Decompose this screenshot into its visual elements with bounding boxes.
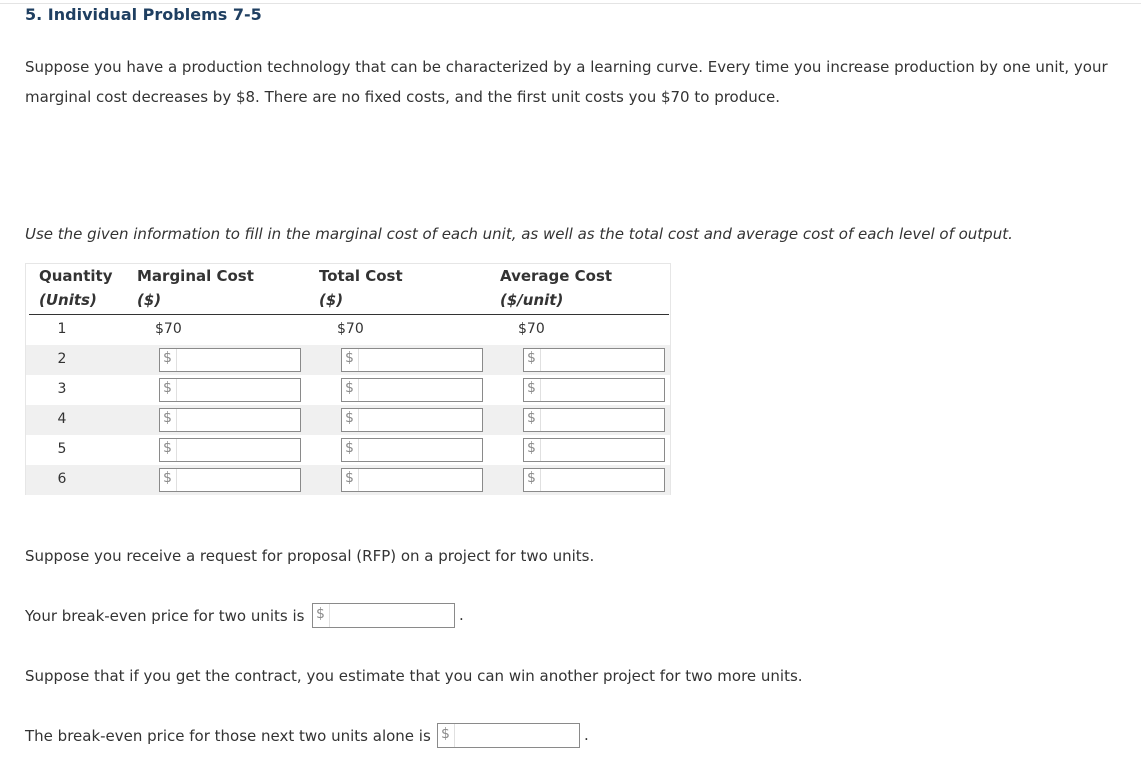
dollar-sign: $ xyxy=(163,350,172,366)
table-row xyxy=(26,375,670,405)
table-row xyxy=(26,315,670,345)
average-cost-input[interactable] xyxy=(523,468,665,492)
breakeven-two-units-input[interactable] xyxy=(312,603,455,628)
period: . xyxy=(459,606,464,624)
dollar-sign: $ xyxy=(527,470,536,486)
dollar-sign: $ xyxy=(527,350,536,366)
top-divider xyxy=(0,3,1141,4)
average-cost-input[interactable] xyxy=(523,438,665,462)
total-cost-input[interactable] xyxy=(341,408,483,432)
dollar-sign: $ xyxy=(527,440,536,456)
marginal-cost-input[interactable] xyxy=(159,468,301,492)
average-cost-input[interactable] xyxy=(523,378,665,402)
table-row xyxy=(26,345,670,375)
dollar-sign: $ xyxy=(163,410,172,426)
quantity-cell: 4 xyxy=(57,411,67,427)
total-cost-input[interactable] xyxy=(341,468,483,492)
dollar-sign: $ xyxy=(163,470,172,486)
average-cost-input[interactable] xyxy=(523,348,665,372)
average-cost-input[interactable] xyxy=(523,408,665,432)
dollar-sign: $ xyxy=(316,606,325,622)
table-row xyxy=(26,465,670,495)
dollar-sign: $ xyxy=(163,440,172,456)
marginal-cost-cell: $70 xyxy=(155,321,182,337)
intro-paragraph: Suppose you have a production technology that can be characterized by a learning curve. Every time you increase production by one unit, your marginal cost decreases by $8. There are no fixed costs, and the first unit costs you $70 to produce. xyxy=(25,58,1108,106)
breakeven-label: Your break-even price for two units is xyxy=(25,607,305,625)
instruction-text: Use the given information to fill in the marginal cost of each unit, as well as the total cost and average cost of each level of output. xyxy=(25,225,1013,243)
cost-table xyxy=(25,263,671,495)
total-cost-input[interactable] xyxy=(341,348,483,372)
dollar-sign: $ xyxy=(345,410,354,426)
next-breakeven-label: The break-even price for those next two units alone is xyxy=(25,727,431,745)
period: . xyxy=(584,726,589,744)
contract-text: Suppose that if you get the contract, you estimate that you can win another project for two more units. xyxy=(25,667,803,685)
header-average-cost: Average Cost ($/unit) xyxy=(500,267,613,309)
dollar-sign: $ xyxy=(345,380,354,396)
dollar-sign: $ xyxy=(527,380,536,396)
total-cost-input[interactable] xyxy=(341,378,483,402)
dollar-sign: $ xyxy=(345,350,354,366)
total-cost-input[interactable] xyxy=(341,438,483,462)
total-cost-cell: $70 xyxy=(337,321,364,337)
quantity-cell: 3 xyxy=(57,381,67,397)
quantity-cell: 1 xyxy=(57,321,67,337)
quantity-cell: 2 xyxy=(57,351,67,367)
breakeven-next-two-units-input[interactable] xyxy=(437,723,580,748)
marginal-cost-input[interactable] xyxy=(159,408,301,432)
dollar-sign: $ xyxy=(527,410,536,426)
header-marginal-cost: Marginal Cost ($) xyxy=(137,267,254,309)
average-cost-cell: $70 xyxy=(518,321,545,337)
quantity-cell: 5 xyxy=(57,441,67,457)
rfp-text: Suppose you receive a request for proposal (RFP) on a project for two units. xyxy=(25,547,595,565)
dollar-sign: $ xyxy=(163,380,172,396)
marginal-cost-input[interactable] xyxy=(159,348,301,372)
header-total-cost: Total Cost ($) xyxy=(319,267,403,309)
dollar-sign: $ xyxy=(345,440,354,456)
dollar-sign: $ xyxy=(441,726,450,742)
table-row xyxy=(26,435,670,465)
table-row xyxy=(26,405,670,435)
dollar-sign: $ xyxy=(345,470,354,486)
marginal-cost-input[interactable] xyxy=(159,438,301,462)
marginal-cost-input[interactable] xyxy=(159,378,301,402)
problem-heading: 5. Individual Problems 7-5 xyxy=(25,5,262,24)
header-quantity: Quantity (Units) xyxy=(39,267,113,309)
quantity-cell: 6 xyxy=(57,471,67,487)
